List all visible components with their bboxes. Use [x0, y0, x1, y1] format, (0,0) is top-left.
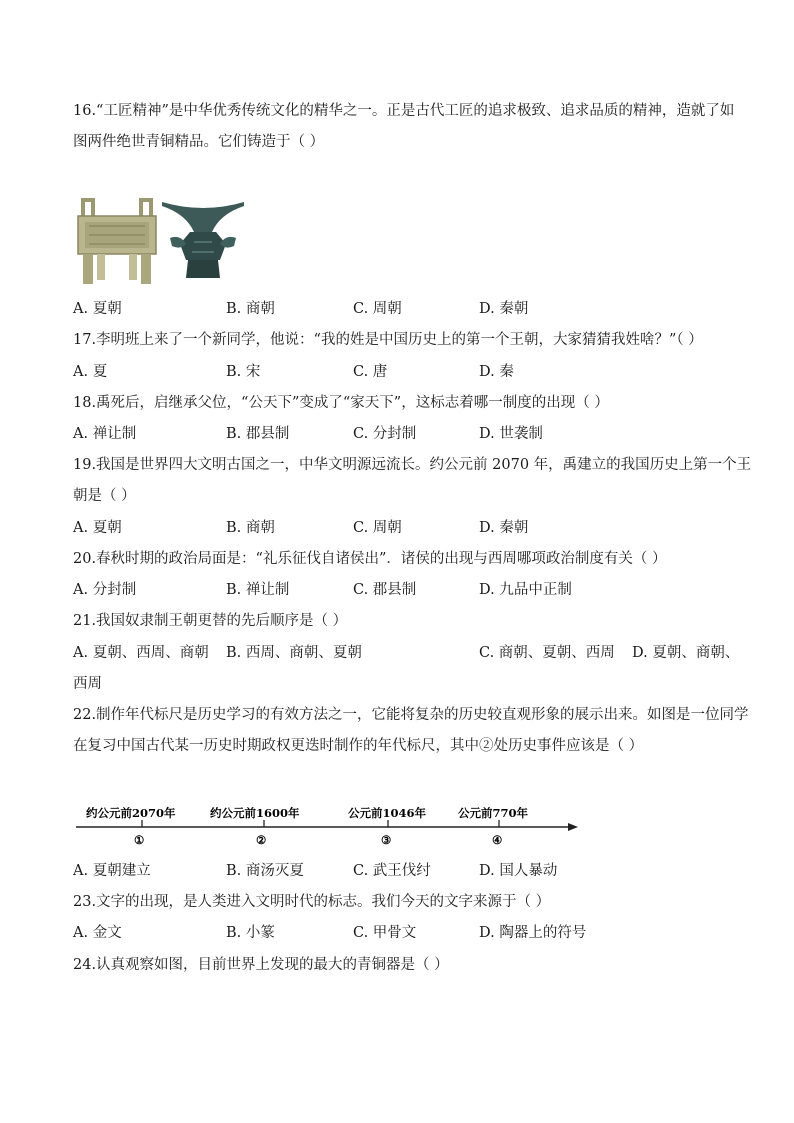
q19-line2: 朝是（ ） — [73, 488, 136, 504]
timeline-marker-2: ② — [256, 833, 267, 847]
timeline-arrow-icon — [568, 823, 578, 831]
zun-vessel-image — [160, 198, 246, 286]
q16-line2: 图两件绝世青铜精品。它们铸造于（ ） — [73, 134, 325, 150]
q21-option-d-wrap: 西周 — [73, 676, 102, 692]
q16-line1: 16.“工匠精神”是中华优秀传统文化的精华之一。正是古代工匠的追求极致、追求品质的精神，造就了如 — [73, 103, 735, 119]
q22-option-b[interactable]: B. 商汤灭夏 — [226, 863, 304, 879]
q21-line1: 21.我国奴隶制王朝更替的先后顺序是（ ） — [73, 613, 348, 629]
q22-option-c[interactable]: C. 武王伐纣 — [353, 863, 431, 879]
q23-option-a[interactable]: A. 金文 — [73, 925, 122, 941]
q16-option-a[interactable]: A. 夏朝 — [73, 301, 122, 317]
q20-option-d[interactable]: D. 九品中正制 — [479, 582, 572, 598]
q16-option-b[interactable]: B. 商朝 — [226, 301, 275, 317]
q18-option-b[interactable]: B. 郡县制 — [226, 426, 290, 442]
q20-option-a[interactable]: A. 分封制 — [73, 582, 137, 598]
q19-option-b[interactable]: B. 商朝 — [226, 520, 275, 536]
timeline-label-4: 公元前770年 — [458, 806, 529, 820]
q21-option-a[interactable]: A. 夏朝、西周、商朝 — [73, 645, 209, 661]
q21-option-b[interactable]: B. 西周、商朝、夏朝 — [226, 645, 362, 661]
timeline-marker-1: ① — [134, 833, 145, 847]
q19-option-c[interactable]: C. 周朝 — [353, 520, 402, 536]
q24-line1: 24.认真观察如图，目前世界上发现的最大的青铜器是（ ） — [73, 957, 449, 973]
q20-option-b[interactable]: B. 禅让制 — [226, 582, 290, 598]
q17-option-b[interactable]: B. 宋 — [226, 364, 261, 380]
q18-option-a[interactable]: A. 禅让制 — [73, 426, 137, 442]
timeline-label-3: 公元前1046年 — [348, 806, 427, 820]
q17-option-a[interactable]: A. 夏 — [73, 364, 108, 380]
q22-option-a[interactable]: A. 夏朝建立 — [73, 863, 151, 879]
q16-option-d[interactable]: D. 秦朝 — [479, 301, 529, 317]
q19-option-a[interactable]: A. 夏朝 — [73, 520, 122, 536]
q18-option-d[interactable]: D. 世袭制 — [479, 426, 543, 442]
q21-option-c[interactable]: C. 商朝、夏朝、西周 — [479, 645, 615, 661]
q17-option-c[interactable]: C. 唐 — [353, 364, 388, 380]
q22-line2: 在复习中国古代某一历史时期政权更迭时制作的年代标尺，其中②处历史事件应该是（ ） — [73, 738, 644, 754]
timeline-marker-4: ④ — [492, 833, 503, 847]
timeline-ruler — [72, 798, 582, 850]
timeline-marker-3: ③ — [381, 833, 392, 847]
q23-option-c[interactable]: C. 甲骨文 — [353, 925, 417, 941]
q20-line1: 20.春秋时期的政治局面是：“礼乐征伐自诸侯出”．诸侯的出现与西周哪项政治制度有关（ ） — [73, 551, 667, 567]
timeline-label-1: 约公元前2070年 — [86, 806, 176, 820]
q23-line1: 23.文字的出现，是人类进入文明时代的标志。我们今天的文字来源于（ ） — [73, 894, 551, 910]
q19-line1: 19.我国是世界四大文明古国之一，中华文明源远流长。约公元前 2070 年，禹建立的我国历史上第一个王 — [73, 457, 752, 473]
q22-option-d[interactable]: D. 国人暴动 — [479, 863, 558, 879]
q23-option-b[interactable]: B. 小篆 — [226, 925, 275, 941]
q17-option-d[interactable]: D. 秦 — [479, 364, 514, 380]
q16-option-c[interactable]: C. 周朝 — [353, 301, 402, 317]
ding-vessel-image — [75, 198, 159, 290]
q17-line1: 17.李明班上来了一个新同学，他说：“我的姓是中国历史上的第一个王朝，大家猜猜我姓啥？”（ ） — [73, 332, 703, 348]
q21-option-d[interactable]: D. 夏朝、商朝、 — [632, 645, 740, 661]
q19-option-d[interactable]: D. 秦朝 — [479, 520, 529, 536]
q23-option-d[interactable]: D. 陶器上的符号 — [479, 925, 587, 941]
q22-line1: 22.制作年代标尺是历史学习的有效方法之一，它能将复杂的历史较直观形象的展示出来。如图是一位同学 — [73, 707, 749, 723]
q18-option-c[interactable]: C. 分封制 — [353, 426, 417, 442]
q18-line1: 18.禹死后，启继承父位，“公天下”变成了“家天下”，这标志着哪一制度的出现（ ） — [73, 395, 609, 411]
timeline-label-2: 约公元前1600年 — [210, 806, 300, 820]
q20-option-c[interactable]: C. 郡县制 — [353, 582, 417, 598]
